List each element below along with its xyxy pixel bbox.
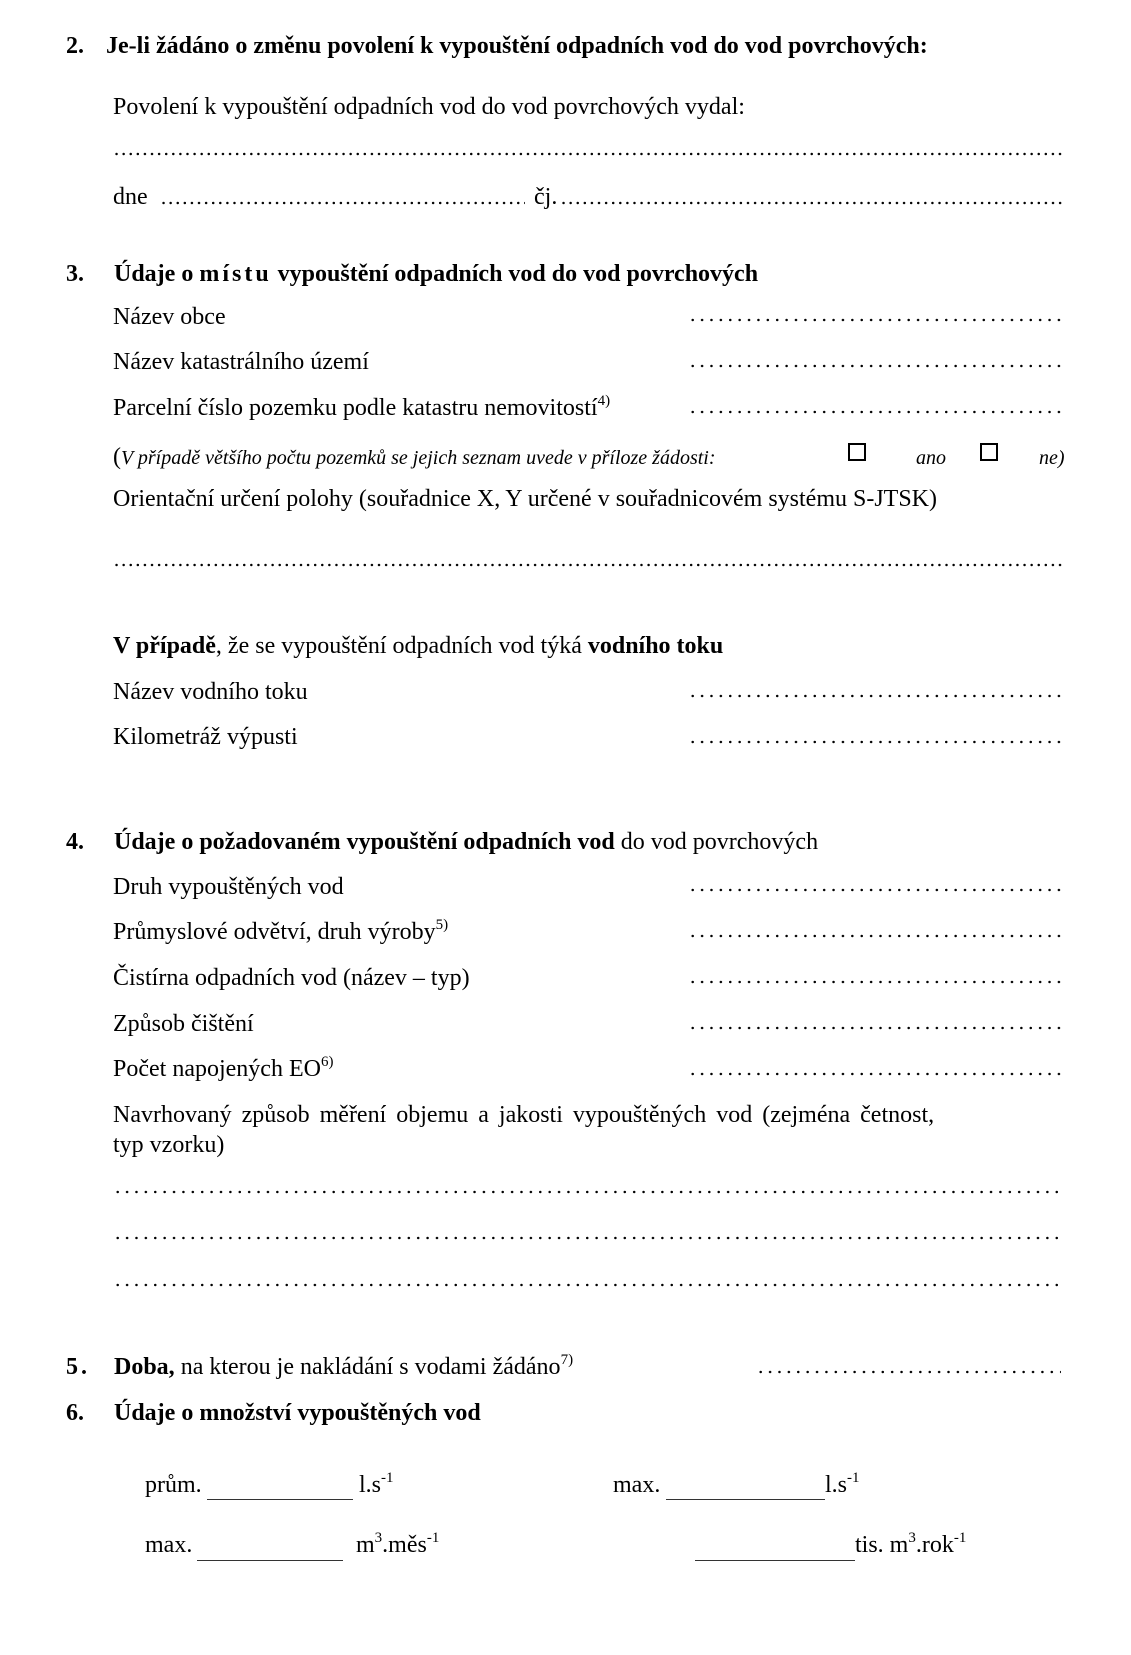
section-4-title-rest: do vod povrchových <box>614 829 819 855</box>
field-label-cadastral-area: Název katastrálního území <box>113 349 369 375</box>
yearly-volume-unit <box>855 1530 967 1558</box>
section-5-title <box>114 1352 574 1380</box>
field-label-watercourse-name: Název vodního toku <box>113 679 308 705</box>
measurement-label-line-2: typ vzorku) <box>113 1132 225 1158</box>
yearly-volume-unit-b: .rok <box>915 1532 954 1558</box>
ref-number-label: čj. <box>534 184 558 210</box>
option-no-label: ne) <box>1039 447 1065 469</box>
section-3-title-a: Údaje o <box>114 261 200 287</box>
section-3-title-c: vypouštění odpadních vod do vod povrchových <box>271 261 759 287</box>
watercourse-bold-b: vodního toku <box>587 633 724 659</box>
issued-by-field[interactable] <box>113 152 1063 156</box>
date-label: dne <box>113 184 148 210</box>
issued-by-label: Povolení k vypouštění odpadních vod do vod povrchových vydal: <box>113 94 745 120</box>
measurement-field-line-2[interactable] <box>113 1236 1058 1240</box>
max-flow-ls-label: max. <box>613 1472 661 1498</box>
field-municipality[interactable] <box>688 318 1063 322</box>
measurement-field-line-1[interactable] <box>113 1190 1058 1194</box>
parcels-note <box>113 445 716 469</box>
max-flow-ls-unit-exp: -1 <box>847 1470 860 1486</box>
yearly-volume-unit-exp1: 3 <box>908 1530 916 1546</box>
industry-text: Průmyslové odvětví, druh výroby <box>113 919 436 945</box>
field-cadastral-area[interactable] <box>688 364 1063 368</box>
field-industry[interactable] <box>688 934 1063 938</box>
section-2-number: 2. <box>66 33 84 59</box>
field-treatment-method[interactable] <box>688 1026 1063 1030</box>
field-outlet-km[interactable] <box>688 740 1063 744</box>
section-3-title <box>114 262 758 286</box>
section-5-number: 5. <box>66 1354 90 1380</box>
max-monthly-unit-a: m <box>356 1532 375 1558</box>
avg-flow-unit-base: l.s <box>359 1472 382 1498</box>
field-pe-count[interactable] <box>688 1072 1063 1076</box>
avg-flow-label: prům. <box>145 1472 202 1498</box>
max-monthly-unit-exp1: 3 <box>374 1530 383 1546</box>
section-6-number: 6. <box>66 1400 84 1426</box>
avg-flow-unit-exp: -1 <box>381 1470 394 1486</box>
field-wwtp[interactable] <box>688 980 1063 984</box>
field-label-wwtp: Čistírna odpadních vod (název – typ) <box>113 965 470 991</box>
field-parcel-number[interactable] <box>688 410 1063 414</box>
field-label-treatment-method: Způsob čištění <box>113 1011 254 1037</box>
field-label-industry <box>113 917 449 945</box>
pe-count-text: Počet napojených EO <box>113 1056 321 1082</box>
field-watercourse-name[interactable] <box>688 694 1063 698</box>
ref-number-field[interactable] <box>560 201 1063 205</box>
field-label-outlet-km: Kilometráž výpusti <box>113 724 298 750</box>
section-4-title-bold: Údaje o požadovaném vypouštění odpadních vod <box>114 829 615 855</box>
avg-flow-unit <box>359 1470 394 1498</box>
max-monthly-field[interactable] <box>197 1560 343 1561</box>
section-4-number: 4. <box>66 829 84 855</box>
section-6-title: Údaje o množství vypouštěných vod <box>114 1400 481 1426</box>
field-water-type[interactable] <box>688 888 1063 892</box>
field-label-water-type: Druh vypouštěných vod <box>113 874 344 900</box>
avg-flow-field[interactable] <box>207 1499 353 1500</box>
field-label-pe-count <box>113 1054 334 1082</box>
measurement-field-line-3[interactable] <box>113 1283 1058 1287</box>
footnote-ref-7: 7) <box>560 1352 574 1368</box>
checkbox-no[interactable] <box>980 443 998 461</box>
max-monthly-label: max. <box>145 1532 193 1558</box>
section-5-title-bold: Doba, <box>114 1354 175 1380</box>
measurement-label-line-1: Navrhovaný způsob měření objemu a jakosti vypouštěných vod (zejména četnost, <box>113 1102 935 1128</box>
section-3-number: 3. <box>66 261 84 287</box>
max-flow-ls-unit-base: l.s <box>825 1472 848 1498</box>
field-label-parcel-number <box>113 393 611 421</box>
footnote-ref-6: 6) <box>320 1054 334 1070</box>
max-monthly-unit <box>356 1530 440 1558</box>
checkbox-yes[interactable] <box>848 443 866 461</box>
section-4-title <box>114 830 818 854</box>
coords-field[interactable] <box>113 563 1063 567</box>
yearly-volume-field[interactable] <box>695 1560 855 1561</box>
footnote-ref-5: 5) <box>435 917 449 933</box>
watercourse-bold-a: V případě <box>113 633 216 659</box>
max-monthly-unit-exp2: -1 <box>426 1530 440 1546</box>
yearly-volume-unit-exp2: -1 <box>953 1530 967 1546</box>
max-flow-ls-field[interactable] <box>666 1499 825 1500</box>
footnote-ref-4: 4) <box>597 393 611 409</box>
field-label-municipality: Název obce <box>113 304 226 330</box>
note-open-paren: ( <box>113 444 121 470</box>
coords-label: Orientační určení polohy (souřadnice X, Y určené v souřadnicovém systému S-JTSK) <box>113 486 938 512</box>
section-2-title: Je-li žádáno o změnu povolení k vypouštění odpadních vod do vod povrchových: <box>106 33 928 59</box>
watercourse-intro <box>113 634 723 658</box>
max-flow-ls-unit <box>825 1470 860 1498</box>
max-monthly-unit-b: .měs <box>382 1532 427 1558</box>
note-text: V případě většího počtu pozemků se jejich seznam uvede v příloze žádosti: <box>121 447 716 469</box>
section-5-title-rest: na kterou je nakládání s vodami žádáno <box>174 1354 561 1380</box>
watercourse-text: , že se vypouštění odpadních vod týká <box>215 633 588 659</box>
parcel-number-text: Parcelní číslo pozemku podle katastru nemovitostí <box>113 395 598 421</box>
yearly-volume-unit-a: tis. m <box>855 1532 909 1558</box>
field-duration[interactable] <box>756 1370 1061 1374</box>
option-yes-label: ano <box>916 447 946 469</box>
section-3-title-b: místu <box>199 261 272 287</box>
date-field[interactable] <box>160 201 525 205</box>
